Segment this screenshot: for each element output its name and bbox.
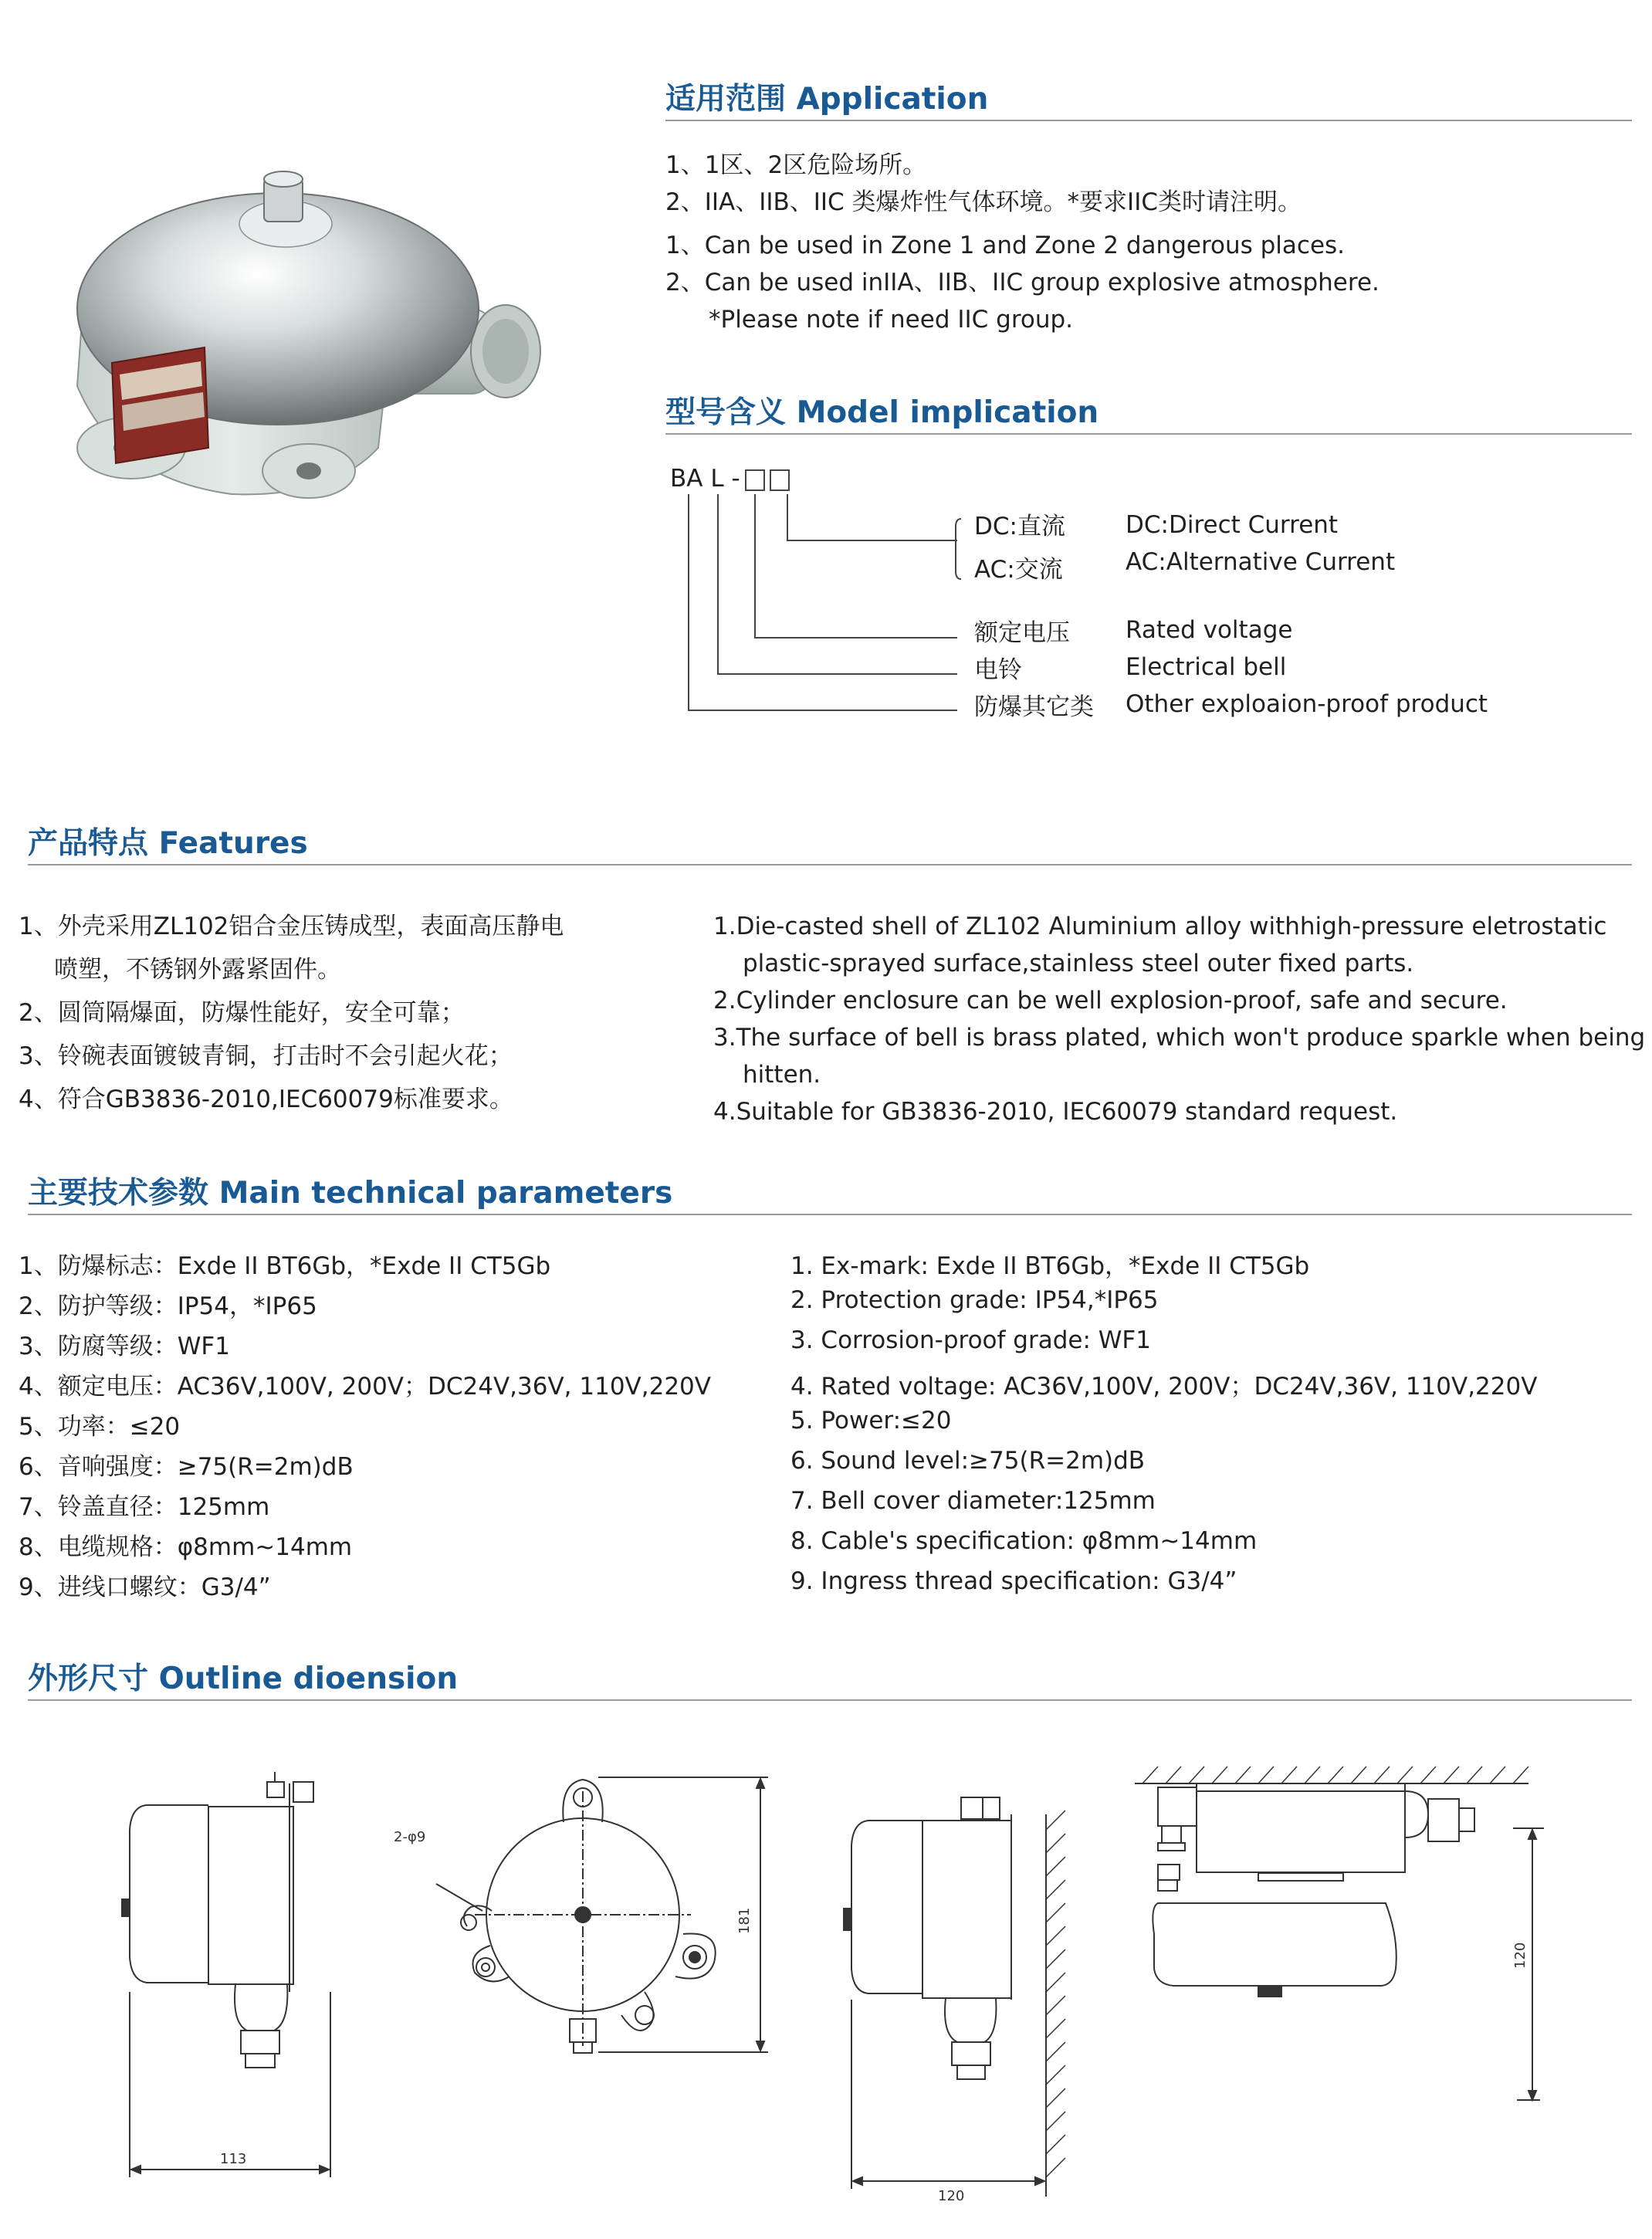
dim-113-label: 113 — [220, 2151, 247, 2167]
application-rule — [665, 120, 1632, 121]
features-cn-4: 3、铃碗表面镀铍青铜，打击时不会引起火花； — [19, 1042, 513, 1070]
drawing-wall-view — [838, 1768, 1092, 2216]
features-cn-5: 4、符合GB3836-2010,IEC60079标准要求。 — [19, 1086, 513, 1113]
application-title: 适用范围 Application — [665, 82, 989, 117]
params-en-item: 7. Bell cover diameter:125mm — [790, 1487, 1156, 1515]
model-row-dc-en: DC:Direct Current — [1126, 511, 1339, 539]
model-row-other-cn: 防爆其它类 — [974, 693, 1094, 721]
params-title: 主要技术参数 Main technical parameters — [28, 1176, 673, 1211]
features-title: 产品特点 Features — [28, 826, 308, 861]
dim-hole-label: 2-φ9 — [394, 1829, 426, 1845]
application-line-1: 1、1区、2区危险场所。 — [665, 151, 927, 179]
dim-120a-label: 120 — [938, 2188, 965, 2204]
params-cn-item: 8、电缆规格：φ8mm~14mm — [19, 1533, 353, 1561]
drawing-side-view — [116, 1760, 363, 2193]
features-en-5: hitten. — [743, 1061, 821, 1089]
application-line-4: 2、Can be used inIIA、IIB、IIC group explosive atmosphere. — [665, 269, 1379, 296]
params-en-item: 8. Cable's specification: φ8mm~14mm — [790, 1527, 1258, 1555]
drawing-front-view — [390, 1760, 791, 2085]
application-line-3: 1、Can be used in Zone 1 and Zone 2 dangerous places. — [665, 232, 1346, 259]
features-cn-3: 2、圆筒隔爆面，防爆性能好，安全可靠； — [19, 999, 465, 1027]
model-row-voltage-cn: 额定电压 — [974, 619, 1070, 647]
model-row-bell-cn: 电铃 — [974, 656, 1022, 684]
model-row-dc-cn: DC:直流 — [974, 513, 1065, 540]
model-row-ac-cn: AC:交流 — [974, 556, 1063, 584]
features-cn-1: 1、外壳采用ZL102铝合金压铸成型，表面高压静电 — [19, 913, 564, 940]
product-photo — [54, 154, 587, 525]
model-bracket-lines — [679, 486, 988, 718]
params-cn-item: 1、防爆标志：Exde II BT6Gb，*Exde II CT5Gb — [19, 1252, 551, 1280]
application-line-2: 2、IIA、IIB、IIC 类爆炸性气体环境。*要求IIC类时请注明。 — [665, 188, 1302, 216]
model-row-other-en: Other exploaion-proof product — [1126, 690, 1488, 718]
features-en-3: 2.Cylinder enclosure can be well explosion-proof, safe and secure. — [713, 987, 1508, 1014]
features-rule — [28, 864, 1632, 865]
params-en-item: 5. Power:≤20 — [790, 1407, 952, 1435]
model-title: 型号含义 Model implication — [665, 395, 1099, 430]
params-en-item: 3. Corrosion-proof grade: WF1 — [790, 1326, 1151, 1354]
features-cn-2: 喷塑，不锈钢外露紧固件。 — [54, 956, 341, 984]
features-en-4: 3.The surface of bell is brass plated, which won't produce sparkle when being — [713, 1024, 1646, 1052]
params-cn-item: 2、防护等级：IP54，*IP65 — [19, 1292, 317, 1320]
model-row-ac-en: AC:Alternative Current — [1126, 548, 1396, 576]
params-cn-item: 9、进线口螺纹：G3/4” — [19, 1573, 271, 1601]
features-en-1: 1.Die-casted shell of ZL102 Aluminium alloy withhigh-pressure eletrostatic — [713, 913, 1607, 940]
params-en-item: 9. Ingress thread specification: G3/4” — [790, 1567, 1237, 1595]
features-en-6: 4.Suitable for GB3836-2010, IEC60079 standard request. — [713, 1098, 1398, 1126]
outline-title: 外形尺寸 Outline dioension — [28, 1661, 459, 1696]
outline-rule — [28, 1699, 1632, 1701]
params-cn-item: 3、防腐等级：WF1 — [19, 1333, 230, 1360]
model-rule — [665, 433, 1632, 435]
model-code-text: BA L - — [670, 465, 740, 493]
dim-120b-label: 120 — [1512, 1942, 1528, 1969]
params-en-item: 4. Rated voltage: AC36V,100V, 200V；DC24V,36V, 110V,220V — [790, 1373, 1538, 1401]
application-line-5: *Please note if need IIC group. — [709, 306, 1074, 334]
params-en-item: 1. Ex-mark: Exde II BT6Gb，*Exde II CT5Gb — [790, 1252, 1310, 1280]
params-en-item: 2. Protection grade: IP54,*IP65 — [790, 1286, 1159, 1314]
model-row-voltage-en: Rated voltage — [1126, 616, 1293, 644]
params-en-item: 6. Sound level:≥75(R=2m)dB — [790, 1447, 1146, 1475]
params-cn-item: 6、音响强度：≥75(R=2m)dB — [19, 1453, 354, 1481]
params-cn-item: 7、铃盖直径：125mm — [19, 1493, 270, 1521]
features-en-2: plastic-sprayed surface,stainless steel outer fixed parts. — [743, 950, 1414, 977]
model-row-bell-en: Electrical bell — [1126, 653, 1287, 681]
params-cn-item: 4、额定电压：AC36V,100V, 200V；DC24V,36V, 110V,220V — [19, 1373, 711, 1401]
drawing-ceiling-view — [1112, 1737, 1544, 2108]
dim-181-label: 181 — [736, 1907, 753, 1934]
params-rule — [28, 1214, 1632, 1215]
params-cn-item: 5、功率：≤20 — [19, 1413, 181, 1441]
